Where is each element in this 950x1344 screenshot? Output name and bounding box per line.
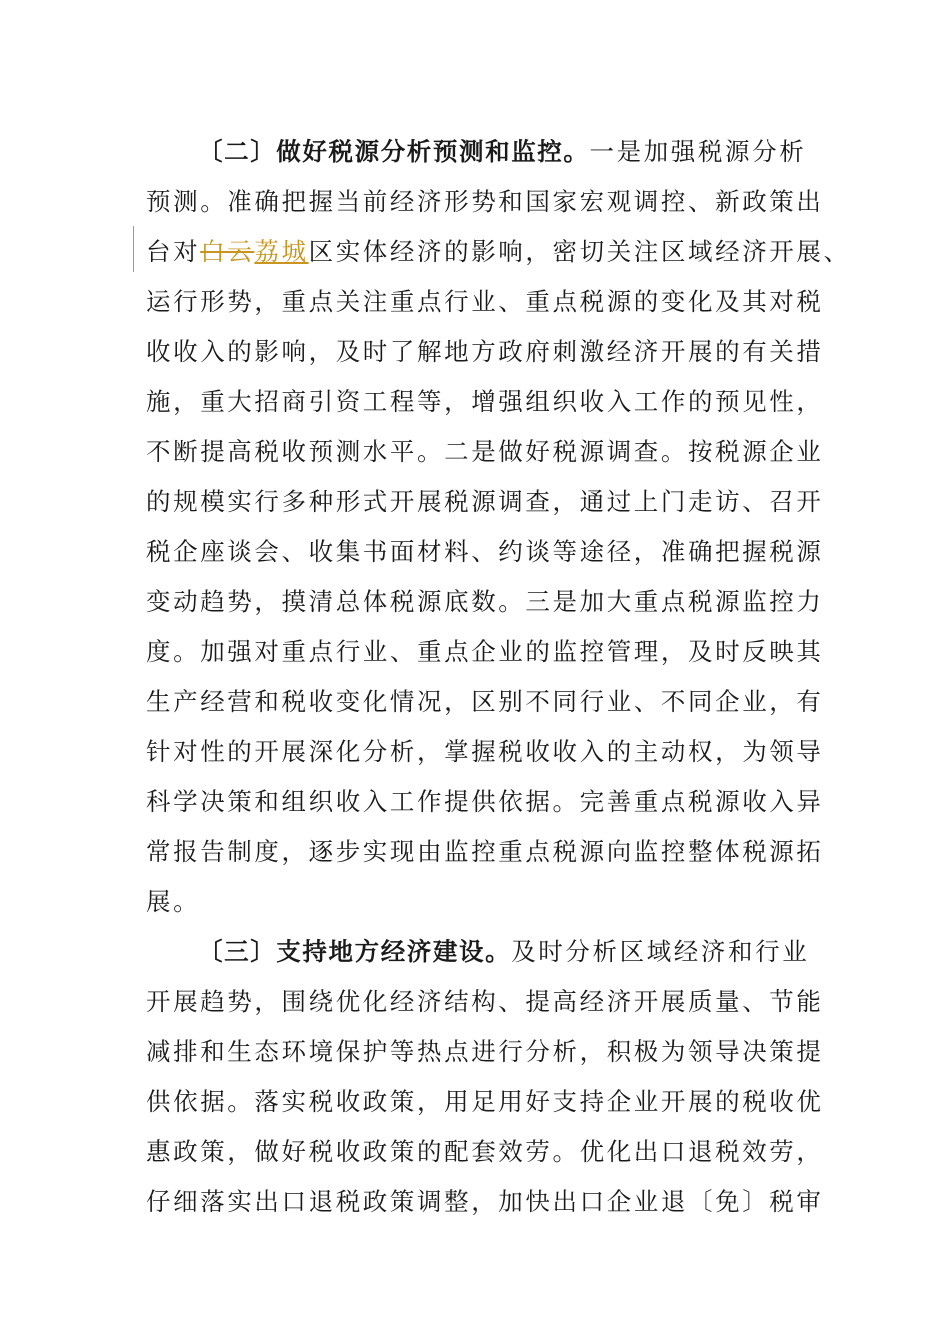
text-run: 区实体经济的影响，密切关注区域经济开展、 bbox=[308, 237, 851, 266]
paragraph-3-line-4: 供依据。落实税收政策，用足用好支持企业开展的税收优 bbox=[146, 1087, 824, 1116]
paragraph-3-line-3: 减排和生态环境保护等热点进行分析，积极为领导决策提 bbox=[146, 1037, 824, 1066]
section-heading-2: 〔二〕做好税源分析预测和监控。 bbox=[198, 137, 590, 166]
text-run: 台对 bbox=[146, 237, 201, 266]
paragraph-2-line-8: 的规模实行多种形式开展税源调查，通过上门走访、召开 bbox=[146, 487, 824, 516]
paragraph-3-line-6: 仔细落实出口退税政策调整，加快出口企业退〔免〕税审 bbox=[146, 1187, 824, 1216]
text-run: 及时分析区域经济和行业 bbox=[511, 937, 810, 966]
paragraph-2-line-9: 税企座谈会、收集书面材料、约谈等途径，准确把握税源 bbox=[146, 537, 824, 566]
tracked-deletion[interactable]: 白云 bbox=[200, 237, 255, 266]
paragraph-2-line-5: 收收入的影响，及时了解地方政府刺激经济开展的有关措 bbox=[146, 337, 824, 366]
paragraph-3-line-1 bbox=[198, 937, 809, 967]
text-run: 一是加强税源分析 bbox=[589, 137, 807, 166]
section-heading-3: 〔三〕支持地方经济建设。 bbox=[198, 937, 512, 966]
paragraph-2-line-16: 展。 bbox=[146, 887, 201, 916]
paragraph-3-line-2: 开展趋势，围绕优化经济结构、提高经济开展质量、节能 bbox=[146, 987, 824, 1016]
paragraph-2-line-3 bbox=[146, 237, 851, 267]
paragraph-2-line-4: 运行形势，重点关注重点行业、重点税源的变化及其对税 bbox=[146, 287, 824, 316]
paragraph-2-line-6: 施，重大招商引资工程等，增强组织收入工作的预见性， bbox=[146, 387, 824, 416]
paragraph-2-line-2: 预测。准确把握当前经济形势和国家宏观调控、新政策出 bbox=[146, 187, 824, 216]
tracked-insertion[interactable]: 荔城 bbox=[254, 237, 309, 266]
paragraph-2-line-13: 针对性的开展深化分析，掌握税收收入的主动权，为领导 bbox=[146, 737, 824, 766]
paragraph-2-line-1 bbox=[198, 137, 806, 167]
paragraph-2-line-11: 度。加强对重点行业、重点企业的监控管理，及时反映其 bbox=[146, 637, 824, 666]
paragraph-3-line-5: 惠政策，做好税收政策的配套效劳。优化出口退税效劳， bbox=[146, 1137, 824, 1166]
paragraph-2-line-14: 科学决策和组织收入工作提供依据。完善重点税源收入异 bbox=[146, 787, 824, 816]
paragraph-2-line-10: 变动趋势，摸清总体税源底数。三是加大重点税源监控力 bbox=[146, 587, 824, 616]
paragraph-2-line-12: 生产经营和税收变化情况，区别不同行业、不同企业，有 bbox=[146, 687, 824, 716]
paragraph-2-line-7: 不断提高税收预测水平。二是做好税源调查。按税源企业 bbox=[146, 437, 824, 466]
paragraph-2-line-15: 常报告制度，逐步实现由监控重点税源向监控整体税源拓 bbox=[146, 837, 824, 866]
revision-change-bar bbox=[133, 226, 134, 272]
